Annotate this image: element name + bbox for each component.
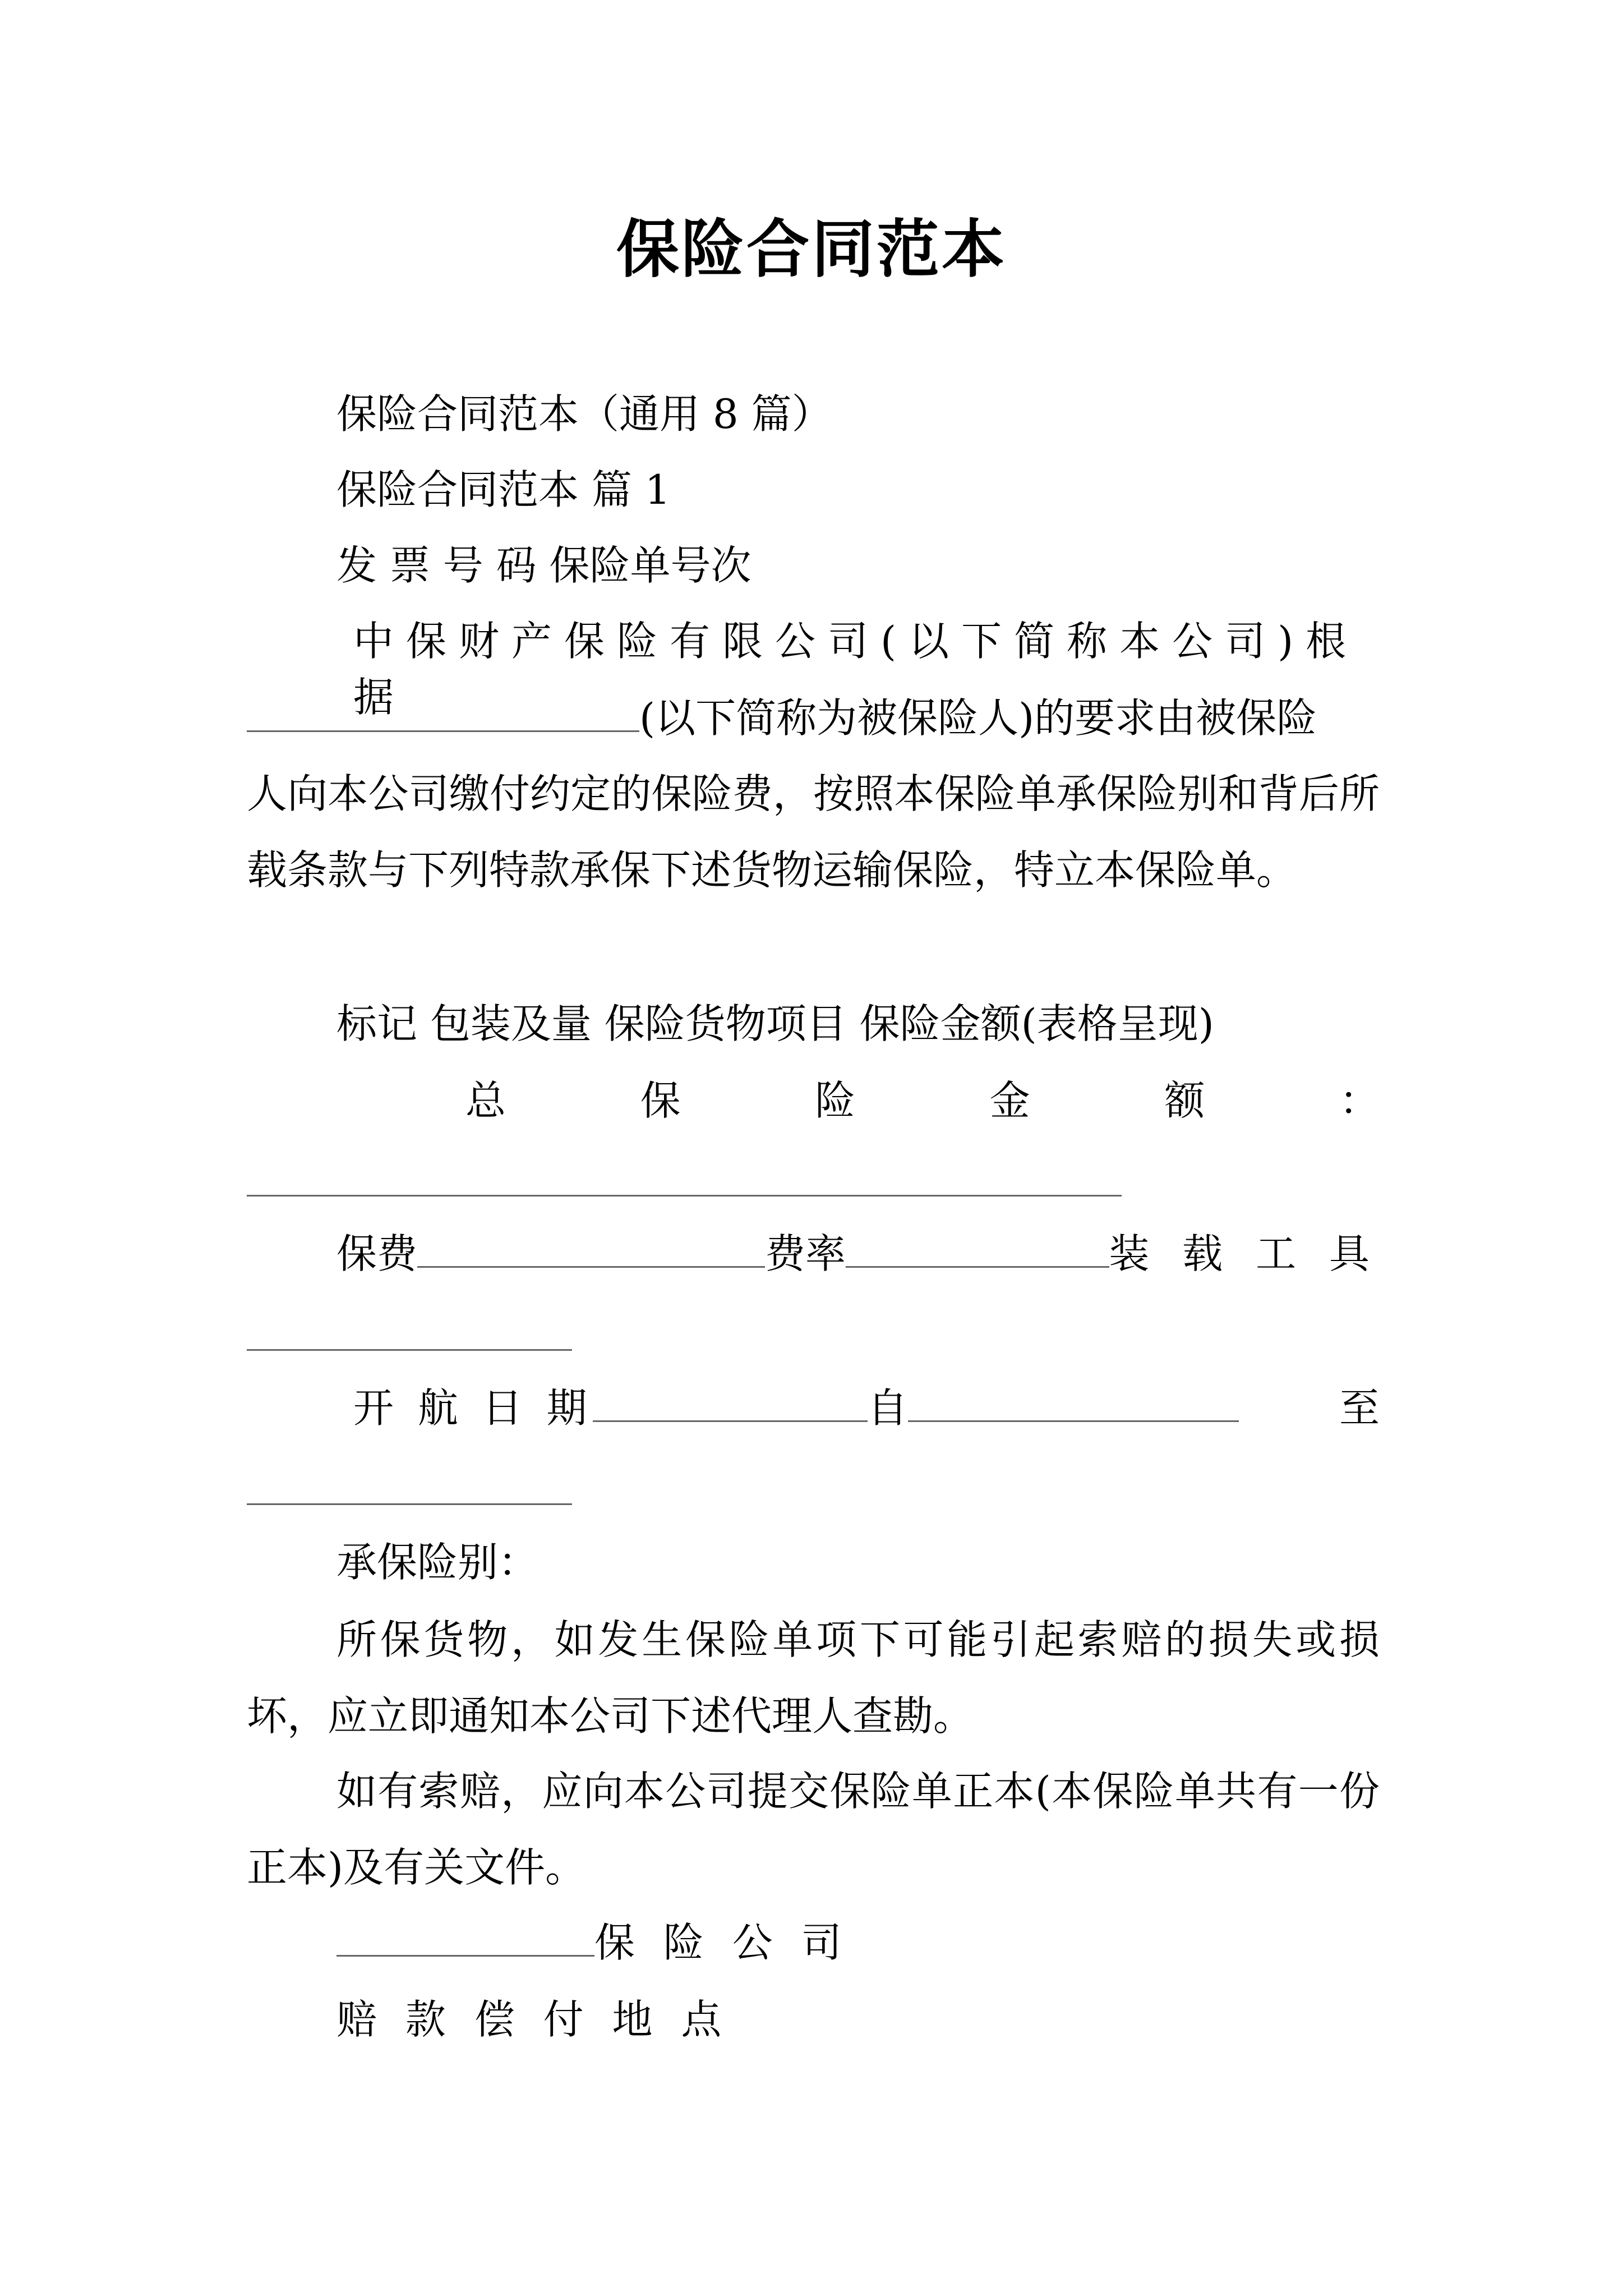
coverage-label: 承保险别： <box>336 1539 539 1586</box>
claim-place-label: 赔 款 偿 付 地 点 <box>336 1996 730 2043</box>
from-label: 自 <box>867 1384 908 1432</box>
to-label: 至 <box>1339 1384 1380 1432</box>
para1-rest: 人向本公司缴付约定的保险费，按照本保险单承保险别和背后所载条款与下列特款承保下述货物运输保险，特立本保险单。 <box>247 770 1380 894</box>
to-blank[interactable] <box>247 1503 572 1505</box>
premium-blank[interactable] <box>417 1232 765 1268</box>
total-sum-char: 险 <box>815 1077 856 1124</box>
insurer-blank[interactable] <box>336 1921 594 1957</box>
section-heading: 保险合同范本 篇 1 <box>336 466 671 513</box>
table-note: 标记 包装及量 保险货物项目 保险金额(表格呈现) <box>336 1000 1214 1047</box>
total-sum-char: 金 <box>989 1077 1030 1124</box>
document-subtitle: 保险合同范本（通用 8 篇） <box>336 390 832 438</box>
total-sum-char: ： <box>1339 1077 1380 1124</box>
insurer-label: 保 险 公 司 <box>594 1919 850 1966</box>
para1-lead-text: 中保财产保险有限公司(以下简称本公司)根据 <box>353 618 1359 721</box>
total-sum-blank[interactable] <box>247 1195 1122 1197</box>
premium-line <box>336 1226 1380 1282</box>
insured-name-blank[interactable] <box>247 697 639 732</box>
invoice-line: 发 票 号 码 保险单号次 <box>336 542 751 589</box>
total-sum-char: 保 <box>640 1077 681 1124</box>
rate-label: 费率 <box>765 1230 846 1277</box>
para1-blank-line <box>247 690 1317 746</box>
total-sum-line <box>465 1073 1380 1129</box>
rate-blank[interactable] <box>846 1232 1109 1268</box>
sailing-line <box>353 1380 1380 1436</box>
document-title: 保险合同范本 <box>616 213 1007 286</box>
insurer-line <box>336 1915 850 1971</box>
total-sum-char: 总 <box>465 1077 506 1124</box>
conveyance-blank[interactable] <box>247 1349 572 1351</box>
para-claim-docs: 如有索赔，应向本公司提交保险单正本(本保险单共有一份正本)及有关文件。 <box>247 1768 1380 1891</box>
conveyance-label: 装 载 工 具 <box>1109 1230 1380 1277</box>
total-sum-char: 额 <box>1164 1077 1205 1124</box>
para-claim-notice: 所保货物，如发生保险单项下可能引起索赔的损失或损坏，应立即通知本公司下述代理人查勘。 <box>247 1616 1380 1740</box>
sailing-label: 开 航 日 期 <box>353 1384 593 1432</box>
sailing-date-blank[interactable] <box>593 1387 868 1422</box>
from-blank[interactable] <box>908 1387 1239 1422</box>
premium-label: 保费 <box>336 1230 418 1277</box>
para1-blank-suffix: (以下简称为被保险人)的要求由被保险 <box>639 694 1317 742</box>
